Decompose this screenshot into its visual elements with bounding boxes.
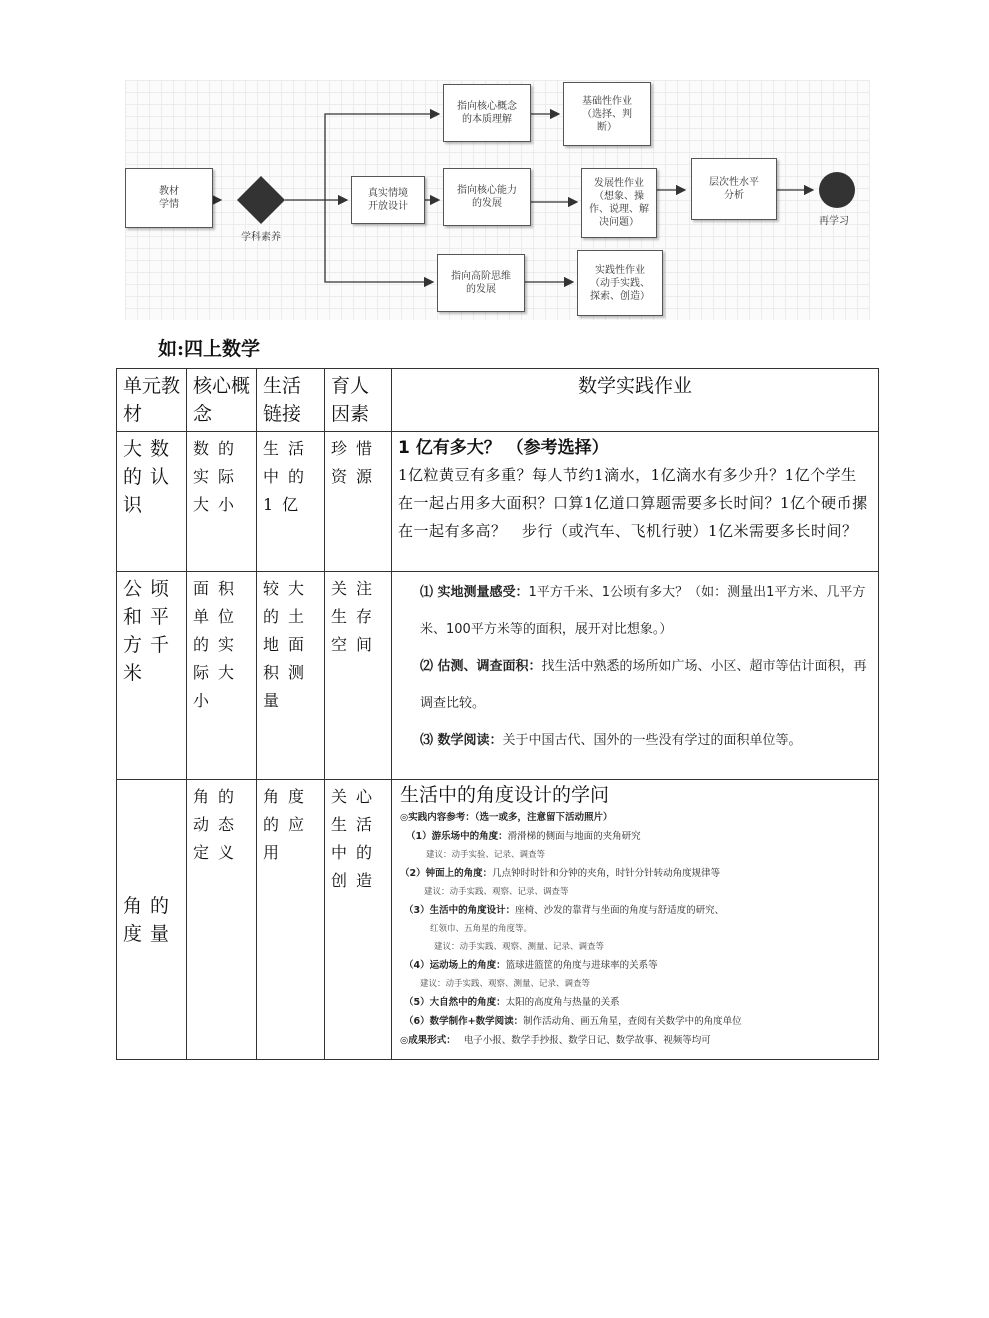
node-textbook: 教材 学情 <box>125 168 213 228</box>
row3-life: 角度的应用 <box>257 780 325 1060</box>
row2-unit: 公顷和平方千米 <box>117 572 187 780</box>
row3-item-6-text: 制作活动角、画五角星，查阅有关数学中的角度单位 <box>523 1016 742 1027</box>
row2-item-2 <box>402 648 868 722</box>
row2-item-1-label: ⑴ 实地测量感受： <box>420 585 529 600</box>
row2-item-3 <box>402 722 868 759</box>
row3-item-1 <box>400 827 870 846</box>
table-header-row <box>117 369 879 432</box>
row2-practice <box>392 572 879 780</box>
row1-body: 1亿粒黄豆有多重？每人节约1滴水，1亿滴水有多少升？1亿个学生在一起占用多大面积？口算1亿道口算题需要多长时间？1亿个硬币摞在一起有多高？ 步行（或汽车、飞机行驶）1亿米需要多长时间？ <box>398 466 868 540</box>
header-unit: 单元教材 <box>117 369 187 432</box>
node-practice-homework: 实践性作业 （动手实践、 探索、创造） <box>577 250 663 316</box>
row3-reference-text: ◎实践内容参考：（选一或多，注意留下活动照片） <box>400 812 613 823</box>
flow-diagram <box>125 80 870 320</box>
node-higher-thinking: 指向高阶思维 的发展 <box>437 254 525 312</box>
row1-practice <box>392 432 879 572</box>
section-heading: 如:四上数学 <box>158 338 261 360</box>
row3-item-2 <box>400 864 870 883</box>
core-literacy-diamond <box>237 176 285 224</box>
homework-table <box>116 368 879 1060</box>
row1-title: 1 亿有多大？ （参考选择） <box>398 438 609 458</box>
end-label: 再学习 <box>819 216 849 227</box>
row3-item-4-label: （4）运动场上的角度： <box>404 960 506 971</box>
row3-item-4-suggestion: 建议：动手实践、观察、测量、记录、调查等 <box>420 979 591 989</box>
row3-item-6 <box>400 1012 870 1031</box>
row3-item-5-text: 太阳的高度角与热量的关系 <box>505 997 620 1008</box>
row3-item-1-text: 滑滑梯的侧面与地面的夹角研究 <box>507 831 641 842</box>
node-develop-homework: 发展性作业 （想象、操 作、说理、解 决问题） <box>581 168 657 238</box>
end-node <box>819 172 855 208</box>
row3-item-4 <box>400 956 870 975</box>
row3-item-5-label: （5）大自然中的角度： <box>404 997 506 1008</box>
row3-item-3-suggestion: 建议：动手实践、观察、测量、记录、调查等 <box>434 942 605 952</box>
row3-practice <box>392 780 879 1060</box>
header-concept: 核心概念 <box>187 369 257 432</box>
row2-life: 较大的土地面积测量 <box>257 572 325 780</box>
row3-item-2-suggestion: 建议：动手实践、观察、记录、调查等 <box>424 887 569 897</box>
row3-reference <box>400 808 870 827</box>
row2-concept: 面积单位的实际大小 <box>187 572 257 780</box>
row3-concept: 角的动态定义 <box>187 780 257 1060</box>
row3-item-1-suggestion: 建议：动手实验、记录、调查等 <box>426 850 546 860</box>
row2-item-2-label: ⑵ 估测、调查面积： <box>420 659 542 674</box>
row3-item-6-label: （6）数学制作+数学阅读： <box>404 1016 524 1027</box>
row3-item-4-text: 篮球进篮筐的角度与进球率的关系等 <box>505 960 658 971</box>
table-row <box>117 780 879 1060</box>
row2-item-3-label: ⑶ 数学阅读： <box>420 733 503 748</box>
row1-unit: 大数的认识 <box>117 432 187 572</box>
row2-item-1 <box>402 574 868 648</box>
node-level-analysis: 层次性水平 分析 <box>691 158 777 220</box>
node-real-situation: 真实情境 开放设计 <box>351 176 425 224</box>
row1-edu: 珍惜资源 <box>325 432 392 572</box>
row2-item-1-text: 1平方千米、1公顷有多大？（如：测量出1平方米、几平方米、100平方米等的面积，展开对比想象。） <box>420 585 866 637</box>
header-edu: 育人因素 <box>325 369 392 432</box>
header-life: 生活链接 <box>257 369 325 432</box>
row2-edu: 关注生存空间 <box>325 572 392 780</box>
row1-concept: 数的实际大小 <box>187 432 257 572</box>
table-row <box>117 572 879 780</box>
row3-item-3-text-cont: 红领巾、五角星的角度等。 <box>430 924 533 934</box>
table-row <box>117 432 879 572</box>
diamond-label: 学科素养 <box>241 232 281 243</box>
row2-item-2-text: 找生活中熟悉的场所如广场、小区、超市等估计面积，再调查比较。 <box>420 659 867 711</box>
row3-item-3-text: 座椅、沙发的靠背与坐面的角度与舒适度的研究、 <box>515 905 725 916</box>
row3-unit: 角的度量 <box>117 780 187 1060</box>
node-basic-homework: 基础性作业 （选择、判 断） <box>563 82 651 146</box>
row3-item-5 <box>400 993 870 1012</box>
row3-edu: 关心生活中的创造 <box>325 780 392 1060</box>
row3-result <box>400 1031 870 1050</box>
row1-life: 生活中的1亿 <box>257 432 325 572</box>
node-core-ability: 指向核心能力 的发展 <box>443 168 531 226</box>
row3-item-3 <box>400 901 870 920</box>
row3-item-1-label: （1）游乐场中的角度： <box>406 831 508 842</box>
row3-item-2-text: 几点钟时时针和分钟的夹角，时针分针转动角度规律等 <box>492 868 721 879</box>
row3-result-text: 电子小报、数学手抄报、数学日记、数学故事、视频等均可 <box>463 1035 711 1046</box>
row2-item-3-text: 关于中国古代、国外的一些没有学过的面积单位等。 <box>502 733 802 748</box>
row3-item-2-label: （2）钟面上的角度： <box>400 868 493 879</box>
row3-title: 生活中的角度设计的学问 <box>400 784 610 806</box>
row3-item-3-label: （3）生活中的角度设计： <box>404 905 516 916</box>
header-practice: 数学实践作业 <box>392 369 879 432</box>
node-core-concept: 指向核心概念 的本质理解 <box>443 84 531 142</box>
row3-result-label: ◎成果形式： <box>400 1035 456 1046</box>
